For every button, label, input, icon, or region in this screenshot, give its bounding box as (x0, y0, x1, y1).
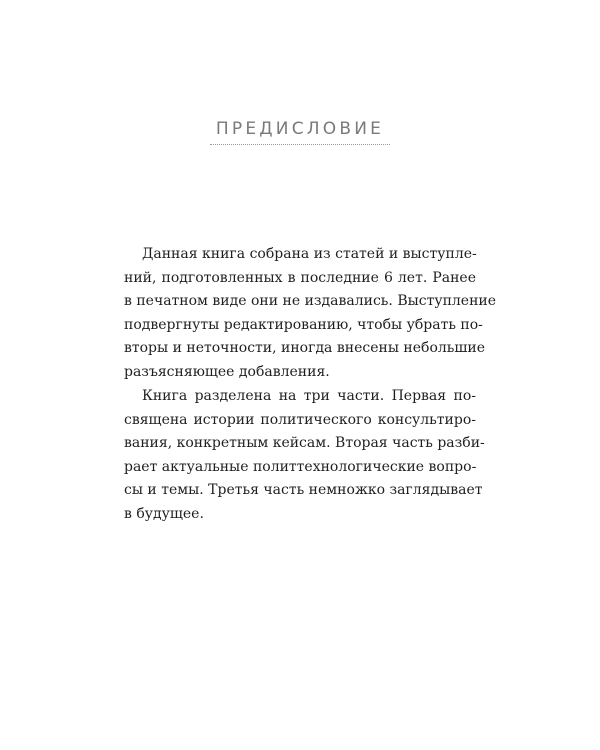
text-line: ний, подготовленных в последние 6 лет. Ранее (124, 269, 476, 286)
text-line: подвергнуты редактированию, чтобы убрать по- (124, 316, 483, 333)
paragraph-1 (124, 243, 497, 384)
text-line-last: в будущее. (124, 505, 204, 522)
text-line: сы и темы. Третья часть немножко заглядывает (124, 482, 483, 498)
text-line: священа истории политического консультиро- (124, 411, 476, 428)
text-line: рает актуальные политтехнологические вопро- (124, 458, 477, 475)
text-line: Данная книга собрана из статей и выступле- (142, 246, 477, 262)
text-line: вторы и неточности, иногда внесены небольшие (124, 340, 486, 356)
text-line: Книга разделена на три части. Первая по- (142, 388, 476, 404)
text-line: вания, конкретным кейсам. Вторая часть разби- (124, 435, 485, 451)
text-line: в печатном виде они не издавались. Выступление (124, 293, 497, 309)
paragraph-2 (124, 385, 485, 526)
text-line-last: разъясняющее добавления. (124, 363, 330, 380)
body-text (124, 243, 497, 526)
chapter-title: ПРЕДИСЛОВИЕ (215, 119, 385, 139)
title-underline (210, 144, 390, 145)
